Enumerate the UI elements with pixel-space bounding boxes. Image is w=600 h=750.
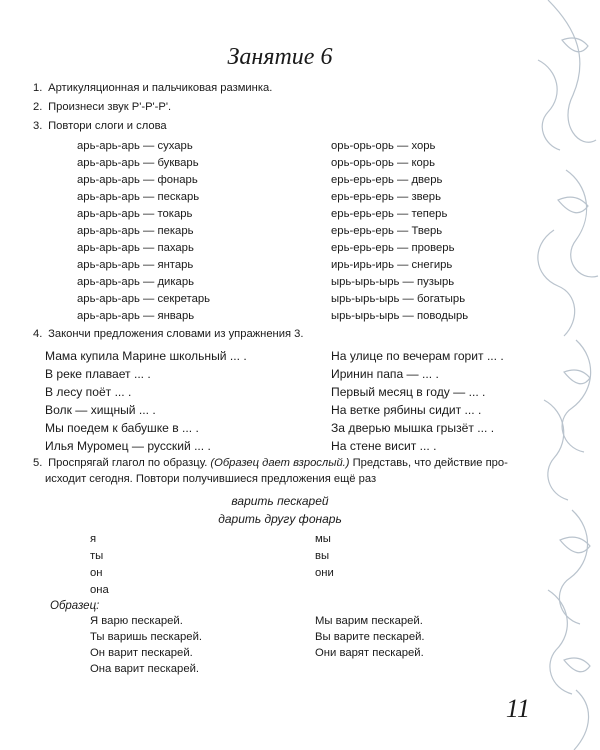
task-text: Проспрягай глагол по образцу. — [48, 457, 211, 469]
task-5 — [33, 455, 508, 471]
task-2 — [33, 99, 171, 115]
syllable-line: ерь-ерь-ерь — проверь — [331, 242, 455, 254]
pronoun: она — [90, 584, 109, 596]
syllable-line: арь-арь-арь — сухарь — [77, 140, 193, 152]
sentences-right-column — [331, 347, 504, 455]
pronoun: они — [315, 567, 334, 579]
sentence-line: В лесу поёт ... . — [45, 385, 132, 399]
verb-phrase: дарить другу фонарь — [218, 512, 342, 526]
verb-phrase: варить пескарей — [231, 494, 329, 508]
sentence-line: Илья Муромец — русский ... . — [45, 439, 211, 453]
syllable-line: арь-арь-арь — токарь — [77, 208, 193, 220]
syllable-line: ирь-ирь-ирь — снегирь — [331, 259, 453, 271]
task-3 — [33, 118, 167, 134]
syllable-line: арь-арь-арь — фонарь — [77, 174, 198, 186]
sample-right-column — [315, 613, 425, 661]
syllable-line: арь-арь-арь — пекарь — [77, 225, 194, 237]
pronoun: ты — [90, 550, 104, 562]
pronoun: он — [90, 567, 103, 579]
syllable-line: ырь-ырь-ырь — богатырь — [331, 293, 466, 305]
syllable-line: ырь-ырь-ырь — пузырь — [331, 276, 455, 288]
page-title: Занятие 6 — [227, 44, 333, 70]
pronoun: мы — [315, 533, 331, 545]
syllable-line: ерь-ерь-ерь — дверь — [331, 174, 443, 186]
sentence-line: Первый месяц в году — ... . — [331, 385, 486, 399]
sentence-line: В реке плавает ... . — [45, 367, 151, 381]
sample-sentence: Она варит пескарей. — [90, 663, 200, 675]
sample-label: Образец: — [50, 600, 100, 612]
pronoun: вы — [315, 550, 330, 562]
task-5-continuation: исходит сегодня. Повтори получившиеся предложения ещё раз — [45, 473, 377, 485]
sentence-line: На ветке рябины сидит ... . — [331, 403, 482, 417]
sentence-line: На стене висит ... . — [331, 439, 437, 453]
sentence-line: Иринин папа — ... . — [331, 367, 439, 381]
task-number: 3. — [33, 120, 43, 132]
syllable-line: арь-арь-арь — букварь — [77, 157, 199, 169]
task-number: 4. — [33, 328, 43, 340]
sentences-left-column — [45, 347, 247, 455]
task-4 — [33, 326, 303, 342]
task-number: 1. — [33, 82, 43, 94]
sample-sentence: Я варю пескарей. — [90, 615, 183, 627]
syllable-line: ырь-ырь-ырь — поводырь — [331, 310, 469, 322]
pronoun: я — [90, 533, 97, 545]
syllable-line: арь-арь-арь — дикарь — [77, 276, 194, 288]
syllable-line: ерь-ерь-ерь — Тверь — [331, 225, 443, 237]
syllable-line: арь-арь-арь — пескарь — [77, 191, 200, 203]
sentence-line: Мы поедем к бабушке в ... . — [45, 421, 199, 435]
page-number: 11 — [505, 694, 530, 723]
syllable-line: арь-арь-арь — январь — [77, 310, 195, 322]
sentence-line: За дверью мышка грызёт ... . — [331, 421, 495, 435]
task-text: Закончи предложения словами из упражнения 3. — [48, 328, 304, 340]
task-note: (Образец дает взрослый.) — [210, 457, 350, 469]
syllable-line: орь-орь-орь — хорь — [331, 140, 436, 152]
sample-sentence: Ты варишь пескарей. — [90, 631, 203, 643]
sample-sentence: Он варит пескарей. — [90, 647, 193, 659]
sample-sentence: Вы варите пескарей. — [315, 631, 425, 643]
pronouns-right-column — [315, 531, 334, 582]
pronouns-left-column — [90, 531, 109, 599]
syllable-line: ерь-ерь-ерь — теперь — [331, 208, 448, 220]
sentence-line: Волк — хищный ... . — [45, 403, 156, 417]
syllable-line: ерь-ерь-ерь — зверь — [331, 191, 441, 203]
syllable-line: арь-арь-арь — пахарь — [77, 242, 194, 254]
syllable-line: арь-арь-арь — янтарь — [77, 259, 194, 271]
sample-left-column — [90, 613, 202, 677]
syllables-left-column — [77, 138, 210, 325]
task-text: Артикуляционная и пальчиковая разминка. — [48, 82, 273, 94]
syllable-line: арь-арь-арь — секретарь — [77, 293, 211, 305]
syllable-line: орь-орь-орь — корь — [331, 157, 435, 169]
task-number: 5. — [33, 457, 43, 469]
task-number: 2. — [33, 101, 43, 113]
sentence-line: На улице по вечерам горит ... . — [331, 349, 504, 363]
task-text: Произнеси звук Р'-Р'-Р'. — [48, 101, 172, 113]
sample-sentence: Мы варим пескарей. — [315, 615, 423, 627]
task-1 — [33, 80, 272, 96]
syllables-right-column — [331, 138, 468, 325]
task-text: Представь, что действие про- — [349, 457, 508, 469]
floral-ornament — [518, 0, 600, 750]
task-text: Повтори слоги и слова — [48, 120, 167, 132]
sample-sentence: Они варят пескарей. — [315, 647, 424, 659]
sentence-line: Мама купила Марине школьный ... . — [45, 349, 247, 363]
